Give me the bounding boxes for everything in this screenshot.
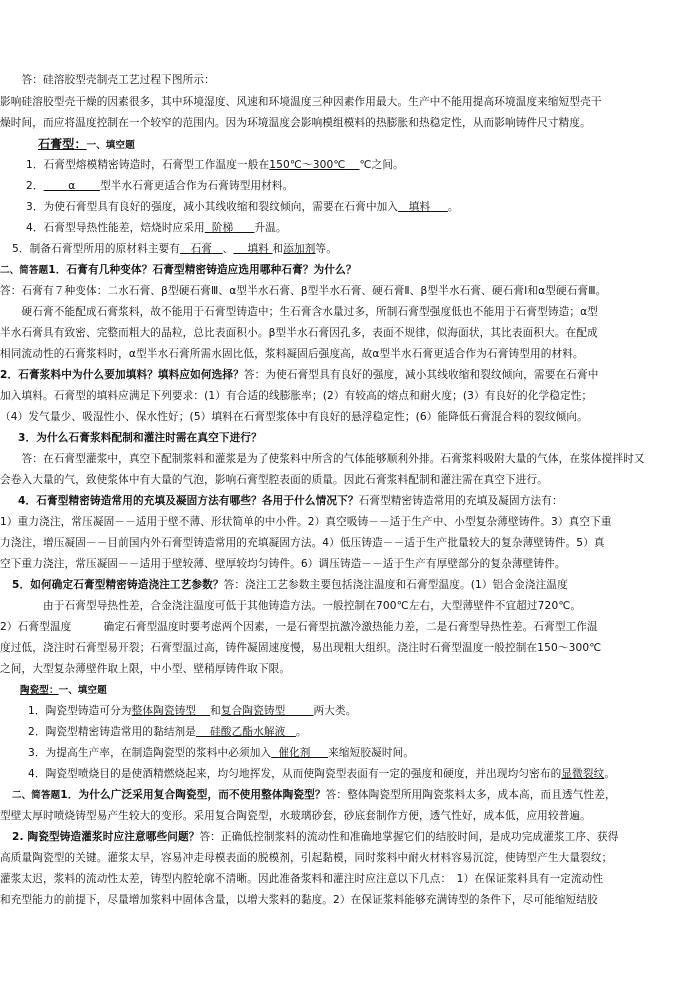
gypsum-fill-q4: 4．石膏型导热性能差，焙烧时应采用 阶梯 升温。 — [26, 222, 287, 234]
text-line: 灌浆太迟，浆料的流动性太差，铸型内腔轮廓不清晰。因此准备浆料和灌注时应注意以下几点： 1）在保证浆料具有一定流动性 — [0, 873, 604, 885]
text-line: 度过低，浇注时石膏型易开裂；石膏型温过高，铸件凝固速度慢，易出现粗大组织。浇注时石膏型温度一般控制在150～300℃ — [0, 642, 602, 654]
ceramic-fill-q4: 4．陶瓷型喷烧目的是使酒精燃烧起来，均匀地挥发，从而使陶瓷型表面有一定的强度和硬度，并出现均匀密布的显微裂纹。 — [28, 768, 616, 780]
text-line: 和充型能力的前提下，尽量增加浆料中固体含量，以增大浆料的黏度。2）在保证浆料能够充满铸型的条件下，尽可能缩短结胶 — [0, 894, 598, 906]
ceramic-fill-q2: 2．陶瓷型精密铸造常用的黏结剂是 硅酸乙酯水解液 。 — [28, 726, 307, 738]
gypsum-short-q4: 4．石膏型精密铸造常用的充填及凝固方法有哪些？各用于什么情况下？石膏型精密铸造常用的充填及凝固方法有： — [18, 495, 563, 507]
text-line: 空下重力浇注，常压凝固－－适用于壁较薄、壁厚较均匀铸件。6）调压铸造－－适于生产有厚壁部分的复杂薄壁铸件。 — [0, 558, 566, 570]
ceramic-fill-q1: 1．陶瓷型铸造可分为整体陶瓷铸型 和复合陶瓷铸型 两大类。 — [28, 705, 357, 717]
text-line: 之间，大型复杂薄壁件取上限，中小型、壁稍厚铸件取下限。 — [0, 663, 291, 675]
gypsum-fill-q5: 5．制备石膏型所用的原材料主要有 石膏 、 填料 和添加剂等。 — [12, 243, 338, 255]
ceramic-fill-q3: 3．为提高生产率，在制造陶瓷型的浆料中必须加入 催化剂 来缩短胶凝时间。 — [28, 747, 415, 759]
gypsum-fill-q1: 1．石膏型熔模精密铸造时，石膏型工作温度一般在150℃～300℃ ℃之间。 — [26, 159, 404, 171]
gypsum-fill-q2: 2． α 型半水石膏更适合作为石膏铸型用材料。 — [26, 180, 294, 192]
text-line: 加入填料。石膏型的填料应满足下列要求：(1）有合适的线膨胀率；(2）有较高的熔点和耐火度；(3）有良好的化学稳定性； — [0, 390, 593, 402]
text-line: 答：石膏有７种变体：二水石膏、β型硬石膏Ⅲ、α型半水石膏、β型半水石膏、硬石膏Ⅱ、β型半水石膏、硬石膏Ⅰ和α型硬石膏Ⅲ。 — [0, 285, 607, 297]
gypsum-short-q2: 2．石膏浆料中为什么要加填料？填料应如何选择？答：为使石膏型具有良好的强度，减小其线收缩和裂纹倾向，需要在石膏中 — [0, 369, 599, 381]
answer-intro: 答：硅溶胶型壳制壳工艺过程下图所示： — [0, 74, 215, 86]
mold-temp-line: 2）石膏型温度 确定石膏型温度时要考虑两个因素，一是石膏型抗激冷激热能力差，二是石膏型导热性差。石膏型工作温 — [0, 621, 598, 633]
text-line: 力浇注，增压凝固－－目前国内外石膏型铸造常用的充填凝固方法。4）低压铸造－－适于生产批量较大的复杂薄壁铸件。5）真 — [0, 537, 605, 549]
ceramic-short-q2: 2. 陶瓷型铸造灌浆时应注意哪些问题？答：正确低控制浆料的流动性和准确地掌握它们的结胶时间，是成功完成灌浆工序、获得 — [12, 831, 619, 843]
gypsum-short-q1: 二、简答题1．石膏有几种变体？石膏型精密铸造应选用哪种石膏？为什么？ — [0, 264, 357, 276]
ceramic-section-title: 陶瓷型：一、填空题 — [20, 685, 107, 696]
text-line: 答：在石膏型灌浆中，真空下配制浆料和灌浆是为了使浆料中所含的气体能够顺利外排。石膏浆料吸附大量的气体，在浆体搅拌时又 — [0, 453, 645, 465]
text-line: 高质量陶瓷型的关键。灌浆太早，容易冲走母模表面的脱模剂，引起黏模，同时浆料中耐火材料容易沉淀，使铸型产生大量裂纹； — [0, 852, 613, 864]
text-line: 硬石膏不能配成石膏浆料，故不能用于石膏型铸造中；生石膏含水量过多，所制石膏型强度低也不能用于石膏型铸造；α型 — [0, 306, 599, 318]
text-line: 由于石膏型导热性差，合金浇注温度可低于其他铸造方法。一般控制在700℃左右，大型薄壁件不宜超过720℃。 — [0, 600, 582, 612]
gypsum-short-q3: 3．为什么石膏浆料配制和灌注时需在真空下进行？ — [18, 432, 262, 444]
gypsum-short-q5: 5．如何确定石膏型精密铸造浇注工艺参数？答：浇注工艺参数主要包括浇注温度和石膏型温度。(1）铝合金浇注温度 — [12, 579, 568, 591]
gypsum-section-title: 石膏型：一、填空题 — [38, 137, 135, 151]
text-line: （4）发气量少、吸湿性小、保水性好；(5）填料在石膏型浆体中有良好的悬浮稳定性；(6）能降低石膏混合料的裂纹倾向。 — [0, 411, 588, 423]
text-line: 半水石膏具有致密、完整而粗大的晶粒，总比表面积小。β型半水石膏因孔多，表面不规律，似海面状，其比表面积大。在配成 — [0, 327, 598, 339]
text-line: 燥时间，而应将温度控制在一个较窄的范围内。因为环境温度会影响模组模料的热膨胀和热稳定性，从而影响铸件尺寸精度。 — [0, 117, 591, 129]
text-line: 影响硅溶胶型壳干燥的因素很多，其中环境湿度、风速和环境温度三种因素作用最大。生产中不能用提高环境温度来缩短型壳干 — [0, 96, 602, 108]
ceramic-short-q1: 二、简答题1．为什么广泛采用复合陶瓷型，而不使用整体陶瓷型？答：整体陶瓷型所用陶瓷浆料太多，成本高，而且透气性差， — [12, 789, 616, 801]
gypsum-fill-q3: 3．为使石膏型具有良好的强度，减小其线收缩和裂纹倾向，需要在石膏中加入 填料 。 — [26, 201, 459, 213]
text-line: 型壁太厚时喷烧铸型易产生较大的变形。采用复合陶瓷型，水玻璃砂套，砂底套制作方便，透气性好，成本低，应用较普遍。 — [0, 810, 591, 822]
text-line: 1）重力浇注，常压凝固－－适用于壁不薄、形状简单的中小件。2）真空吸铸－－适于生产中、小型复杂薄壁铸件。3）真空下重 — [0, 516, 612, 528]
text-line: 相同流动性的石膏浆料时，α型半水石膏所需水固比低，浆料凝固后强度高，故α型半水石膏更适合作为石膏铸型用的材料。 — [0, 348, 584, 360]
text-line: 会卷入大量的气，致使浆体中有大量的气泡，影响石膏型腔表面的质量。因此石膏浆料配制和灌注需在真空下进行。 — [0, 474, 548, 486]
